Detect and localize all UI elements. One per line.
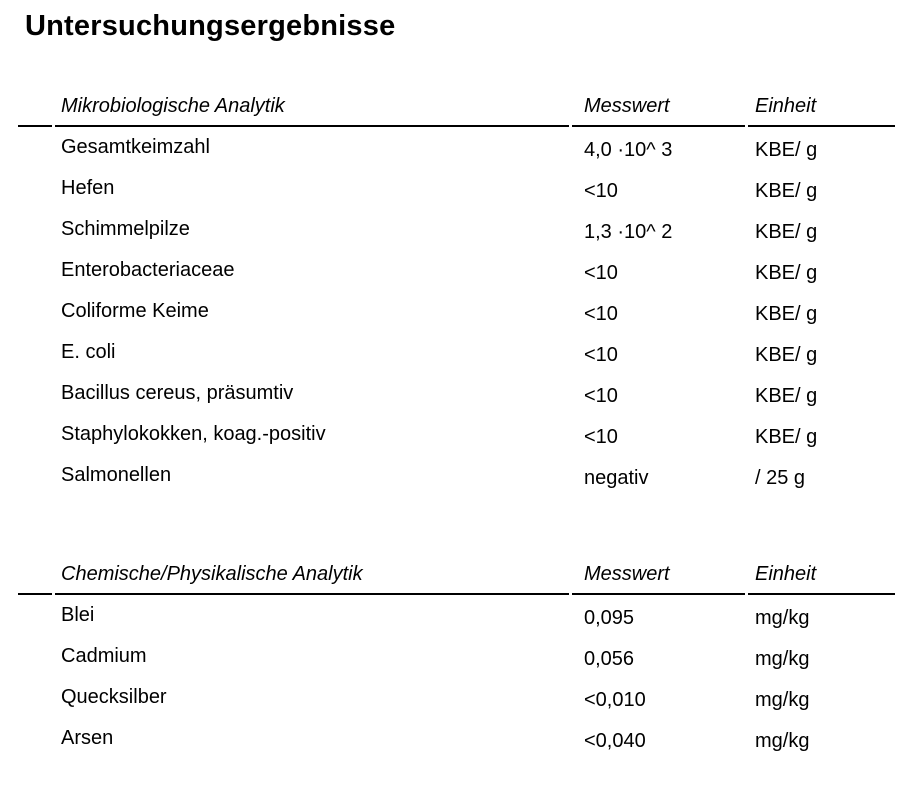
parameter-name: Hefen: [61, 177, 115, 199]
column-header-einheit: Einheit: [748, 91, 895, 127]
table-row: [18, 291, 895, 332]
section-title: Mikrobiologische Analytik: [55, 91, 569, 127]
parameter-name: Cadmium: [61, 645, 147, 667]
parameter-value: <10: [584, 426, 618, 448]
parameter-name: Staphylokokken, koag.-positiv: [61, 423, 326, 445]
parameter-name: E. coli: [61, 341, 116, 363]
parameter-unit: KBE/ g: [755, 385, 818, 407]
parameter-name: Coliforme Keime: [61, 300, 209, 322]
table-row: [18, 127, 895, 168]
row-spacer: [18, 291, 52, 332]
parameter-unit: mg/kg: [755, 648, 810, 670]
column-header-einheit: Einheit: [748, 559, 895, 595]
table-row: [18, 595, 895, 636]
parameter-unit: KBE/ g: [755, 139, 818, 161]
table-row: [18, 677, 895, 718]
table-header-row: [18, 91, 895, 127]
row-spacer: [18, 127, 52, 168]
parameter-name: Bacillus cereus, präsumtiv: [61, 382, 294, 404]
row-spacer: [18, 455, 52, 496]
row-spacer: [18, 414, 52, 455]
parameter-value: <10: [584, 180, 618, 202]
table-row: [18, 209, 895, 250]
parameter-name: Arsen: [61, 727, 114, 749]
parameter-value: negativ: [584, 467, 649, 489]
parameter-unit: mg/kg: [755, 607, 810, 629]
page-title: Untersuchungsergebnisse: [25, 10, 396, 42]
table-row: [18, 332, 895, 373]
parameter-value: <0,040: [584, 730, 646, 752]
table-row: [18, 250, 895, 291]
header-spacer-cell: [18, 559, 52, 595]
row-spacer: [18, 636, 52, 677]
row-spacer: [18, 332, 52, 373]
table-row: [18, 168, 895, 209]
row-spacer: [18, 718, 52, 759]
row-spacer: [18, 168, 52, 209]
table-row: [18, 455, 895, 496]
report-page: [0, 10, 924, 786]
header-spacer-cell: [18, 91, 52, 127]
table-header-row: [18, 559, 895, 595]
parameter-value: 0,095: [584, 607, 635, 629]
parameter-value: <10: [584, 262, 618, 284]
row-spacer: [18, 677, 52, 718]
parameter-name: Gesamtkeimzahl: [61, 136, 210, 158]
parameter-unit: KBE/ g: [755, 180, 818, 202]
table-row: [18, 718, 895, 759]
parameter-unit: / 25 g: [755, 467, 806, 489]
table-row: [18, 414, 895, 455]
parameter-unit: mg/kg: [755, 689, 810, 711]
row-spacer: [18, 373, 52, 414]
parameter-unit: KBE/ g: [755, 262, 818, 284]
parameter-name: Quecksilber: [61, 686, 167, 708]
column-header-messwert: Messwert: [572, 559, 745, 595]
parameter-unit: mg/kg: [755, 730, 810, 752]
table-row: [18, 636, 895, 677]
parameter-name: Salmonellen: [61, 464, 172, 486]
row-spacer: [18, 250, 52, 291]
parameter-name: Blei: [61, 604, 95, 626]
parameter-value: 0,056: [584, 648, 635, 670]
chemistry-table: [15, 559, 898, 759]
row-spacer: [18, 209, 52, 250]
parameter-name: Enterobacteriaceae: [61, 259, 235, 281]
parameter-unit: KBE/ g: [755, 221, 818, 243]
table-row: [18, 373, 895, 414]
parameter-value: <0,010: [584, 689, 646, 711]
microbiology-table: [15, 91, 898, 496]
parameter-unit: KBE/ g: [755, 344, 818, 366]
parameter-unit: KBE/ g: [755, 426, 818, 448]
section-title: Chemische/Physikalische Analytik: [55, 559, 569, 595]
parameter-value: <10: [584, 344, 618, 366]
parameter-value: <10: [584, 385, 618, 407]
parameter-name: Schimmelpilze: [61, 218, 190, 240]
row-spacer: [18, 595, 52, 636]
parameter-value: 1,3 ·10^ 2: [584, 221, 673, 243]
parameter-value: <10: [584, 303, 618, 325]
parameter-value: 4,0 ·10^ 3: [584, 139, 673, 161]
column-header-messwert: Messwert: [572, 91, 745, 127]
parameter-unit: KBE/ g: [755, 303, 818, 325]
